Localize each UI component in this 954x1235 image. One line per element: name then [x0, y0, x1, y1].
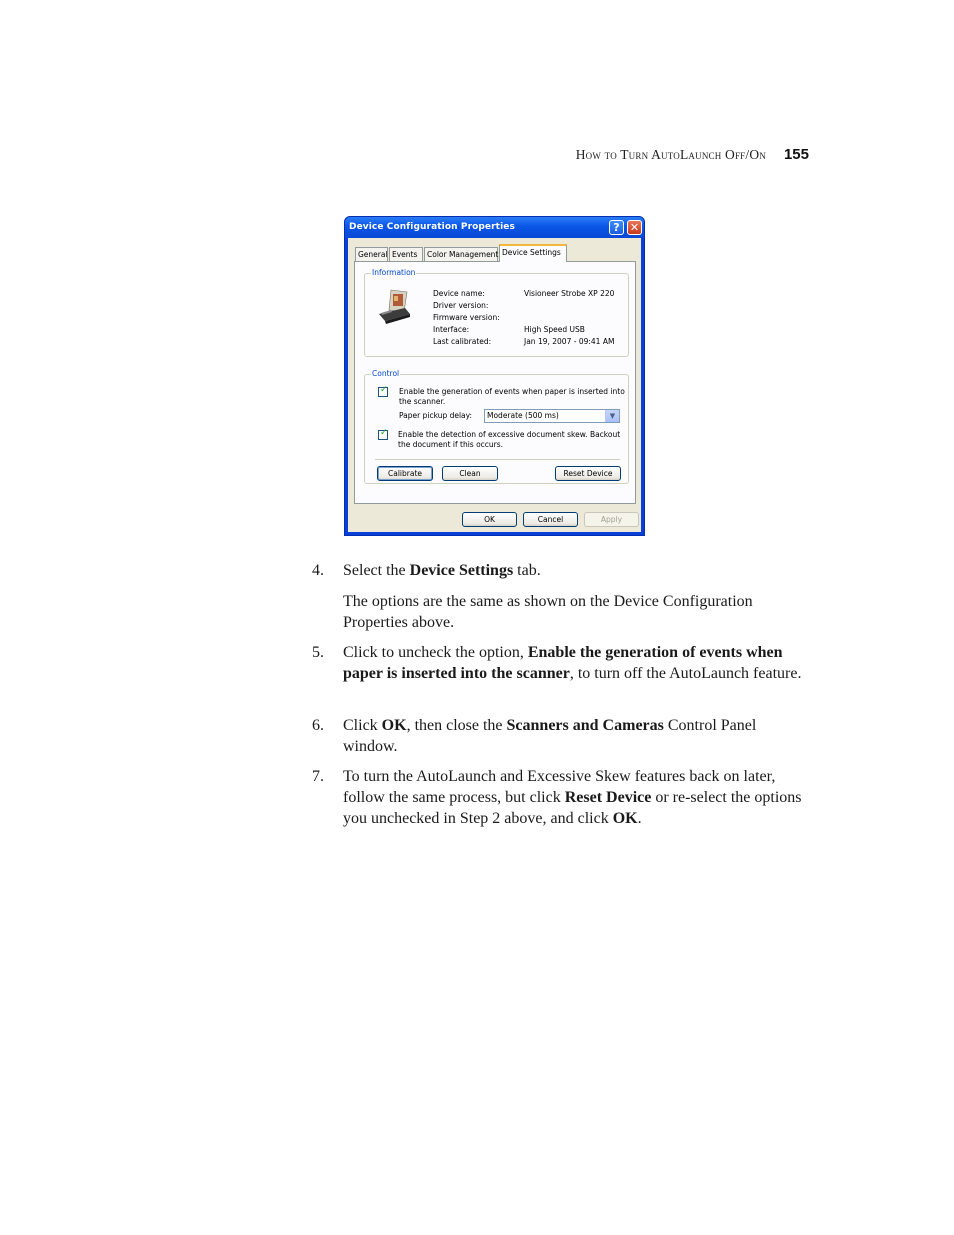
control-legend: Control: [372, 369, 400, 378]
chevron-down-icon[interactable]: ▼: [605, 410, 619, 422]
step-6-post: Control Panel window.: [343, 717, 757, 755]
page-number: 155: [783, 146, 809, 163]
step-6-bold-scanners: Scanners and Cameras: [506, 717, 664, 734]
dialog-body: [348, 238, 641, 532]
step-7: [312, 766, 812, 832]
information-group: [364, 268, 629, 357]
control-group: [364, 369, 629, 484]
interface-label: Interface:: [433, 325, 470, 334]
help-button[interactable]: ?: [609, 220, 624, 235]
tab-device-settings[interactable]: Device Settings: [499, 244, 567, 262]
close-button[interactable]: ✕: [627, 220, 642, 235]
excessive-skew-label-line1: Enable the detection of excessive document skew. Backout: [398, 430, 621, 439]
step-5-number: 5.: [312, 644, 324, 661]
scanner-icon: [377, 288, 411, 326]
step-5-text: [343, 642, 808, 684]
step-4-bold: Device Settings: [409, 562, 514, 579]
checkmark-icon: ✓: [380, 385, 388, 395]
tab-general[interactable]: General: [355, 247, 388, 261]
apply-button[interactable]: Apply: [584, 512, 639, 527]
last-calibrated-label: Last calibrated:: [433, 337, 492, 346]
step-6-bold-ok: OK: [381, 717, 407, 734]
information-legend: Information: [372, 268, 416, 277]
step-5: [312, 642, 812, 708]
tab-events[interactable]: Events: [389, 247, 423, 261]
excessive-skew-label-line2: the document if this occurs.: [398, 440, 504, 449]
calibrate-button[interactable]: Calibrate: [377, 466, 433, 481]
reset-device-button[interactable]: Reset Device: [555, 466, 621, 481]
step-7-bold-ok: OK: [612, 810, 638, 827]
last-calibrated-value: Jan 19, 2007 - 09:41 AM: [524, 337, 615, 346]
step-4-note: The options are the same as shown on the Device Configuration Properties above.: [343, 593, 753, 631]
running-header: [420, 146, 809, 168]
cancel-button[interactable]: Cancel: [523, 512, 578, 527]
step-7-post: .: [637, 810, 642, 827]
enable-events-label-line2: the scanner.: [399, 397, 446, 406]
step-6: [312, 715, 812, 759]
step-5-bold: Enable the generation of events when paper is inserted into the scanner: [343, 644, 783, 682]
step-6-number: 6.: [312, 717, 324, 734]
dialog-titlebar: [345, 217, 644, 238]
device-configuration-dialog: [344, 216, 645, 536]
step-7-number: 7.: [312, 768, 324, 785]
step-6-pre: Click: [343, 717, 382, 734]
device-name-label: Device name:: [433, 289, 485, 298]
step-4: [312, 560, 812, 582]
step-6-mid: , then close the: [406, 717, 507, 734]
enable-events-label-line1: Enable the generation of events when paper is inserted into: [399, 387, 625, 396]
pickup-delay-select[interactable]: [484, 409, 620, 423]
pickup-delay-value: Moderate (500 ms): [487, 411, 559, 420]
dialog-title: Device Configuration Properties: [349, 222, 515, 232]
running-header-title: How to Turn AutoLaunch Off/On: [575, 147, 766, 162]
step-7-text: [343, 766, 808, 829]
checkmark-icon: ✓: [380, 428, 388, 438]
pickup-delay-label: Paper pickup delay:: [399, 411, 473, 420]
enable-events-checkbox[interactable]: [378, 387, 388, 397]
step-7-bold-reset: Reset Device: [564, 789, 652, 806]
device-settings-panel: [354, 261, 636, 504]
step-4-number: 4.: [312, 562, 324, 579]
driver-version-label: Driver version:: [433, 301, 489, 310]
step-6-text: [343, 715, 808, 757]
ok-button[interactable]: OK: [462, 512, 517, 527]
firmware-version-label: Firmware version:: [433, 313, 500, 322]
device-name-value: Visioneer Strobe XP 220: [524, 289, 615, 298]
excessive-skew-checkbox[interactable]: [378, 430, 388, 440]
step-5-post: , to turn off the AutoLaunch feature.: [569, 665, 802, 682]
tab-color-management[interactable]: Color Management: [424, 247, 498, 261]
step-5-pre: Click to uncheck the option,: [343, 644, 528, 661]
clean-button[interactable]: Clean: [442, 466, 498, 481]
step-7-mid: or re-select the options you unchecked in Step 2 above, and click: [343, 789, 802, 827]
control-separator: [375, 459, 620, 460]
step-4-post: tab.: [513, 562, 541, 579]
step-4-pre: Select the: [343, 562, 410, 579]
step-7-pre: To turn the AutoLaunch and Excessive Skew features back on later, follow the same process, but click: [343, 768, 776, 806]
interface-value: High Speed USB: [524, 325, 585, 334]
step-4-text: [343, 560, 808, 581]
